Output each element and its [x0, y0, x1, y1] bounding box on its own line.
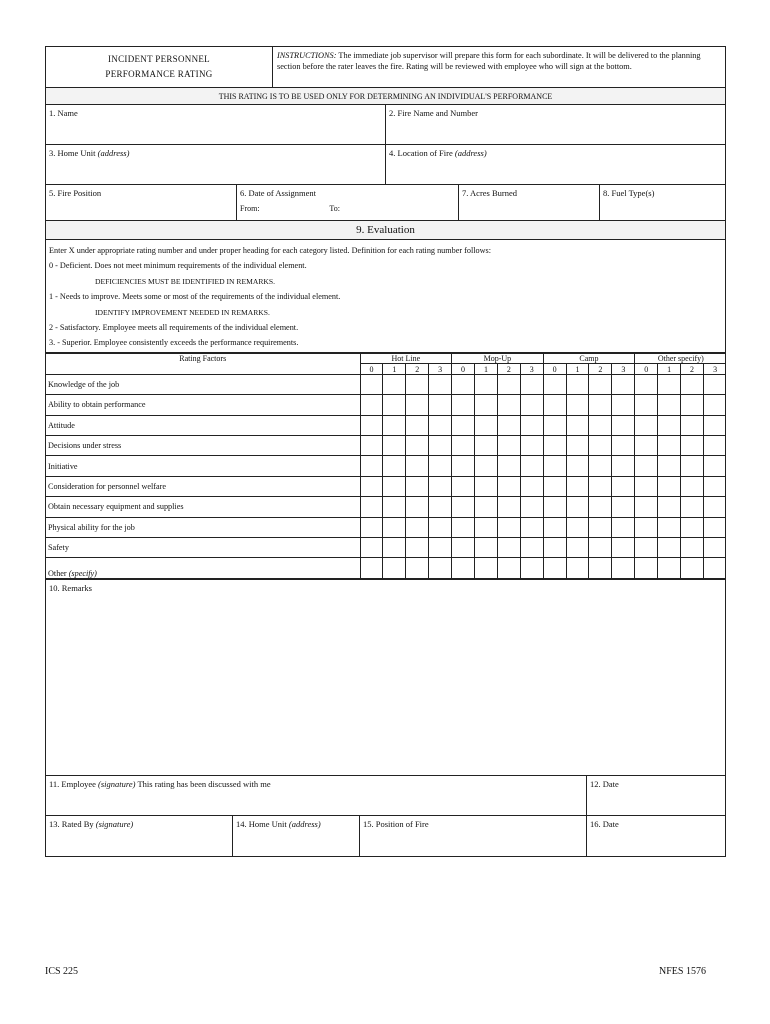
- rating-checkbox-cell[interactable]: [635, 517, 658, 537]
- rating-checkbox-cell[interactable]: [383, 476, 406, 496]
- rating-checkbox-cell[interactable]: [360, 558, 383, 578]
- fuel-label: 8. Fuel Type(s): [603, 188, 655, 198]
- rating-checkbox-cell[interactable]: [429, 497, 452, 517]
- evaluation-intro: Enter X under appropriate rating number and under proper heading for each category listed. Definition for each rating number follows:: [49, 246, 491, 255]
- rating-checkbox-cell[interactable]: [383, 395, 406, 415]
- rating-checkbox-cell[interactable]: [520, 558, 543, 578]
- rating-checkbox-cell[interactable]: [497, 374, 520, 394]
- table-row: [46, 395, 726, 415]
- rating-checkbox-cell[interactable]: [635, 374, 658, 394]
- rating-checkbox-cell[interactable]: [566, 497, 589, 517]
- rating-checkbox-cell[interactable]: [452, 558, 475, 578]
- date-16-label: 16. Date: [590, 818, 619, 829]
- rating-checkbox-cell[interactable]: [383, 497, 406, 517]
- rating-factors-header: Rating Factors: [46, 353, 360, 374]
- row-home-unit: [46, 145, 725, 185]
- form-title: [46, 47, 273, 87]
- rating-checkbox-cell[interactable]: [383, 537, 406, 557]
- rating-checkbox-cell[interactable]: [497, 436, 520, 456]
- rating-checkbox-cell[interactable]: [429, 395, 452, 415]
- rating-checkbox-cell[interactable]: [383, 517, 406, 537]
- rating-checkbox-cell[interactable]: [520, 456, 543, 476]
- rating-number-header: 0: [635, 364, 658, 375]
- rating-checkbox-cell[interactable]: [566, 436, 589, 456]
- rating-checkbox-cell[interactable]: [681, 415, 704, 435]
- group-header: Mop-Up: [452, 353, 544, 364]
- evaluation-title: 9. Evaluation: [46, 221, 725, 240]
- rating-factor-label: Safety: [46, 537, 360, 557]
- row-position: [46, 185, 725, 221]
- rating-checkbox-cell[interactable]: [703, 497, 726, 517]
- rating-checkbox-cell[interactable]: [635, 476, 658, 496]
- date-12-field[interactable]: [587, 776, 725, 815]
- rating-number-header: 3: [612, 364, 635, 375]
- rating-checkbox-cell[interactable]: [475, 436, 498, 456]
- rating-checkbox-cell[interactable]: [497, 456, 520, 476]
- rating-checkbox-cell[interactable]: [429, 374, 452, 394]
- rating-checkbox-cell[interactable]: [520, 415, 543, 435]
- employee-signature-field[interactable]: [46, 776, 587, 815]
- fire-name-field[interactable]: [386, 105, 725, 144]
- table-row: [46, 476, 726, 496]
- rating-checkbox-cell[interactable]: [452, 395, 475, 415]
- rating-checkbox-cell[interactable]: [497, 476, 520, 496]
- fire-position-field[interactable]: [46, 185, 237, 220]
- rating-definitions: [46, 240, 725, 353]
- rating-checkbox-cell[interactable]: [703, 517, 726, 537]
- rating-checkbox-cell[interactable]: [658, 395, 681, 415]
- rating-factor-label: Initiative: [46, 456, 360, 476]
- rating-checkbox-cell[interactable]: [703, 395, 726, 415]
- date-assignment-field[interactable]: [237, 185, 459, 220]
- rating-checkbox-cell[interactable]: [658, 436, 681, 456]
- rating-checkbox-cell[interactable]: [681, 517, 704, 537]
- rating-checkbox-cell[interactable]: [360, 415, 383, 435]
- rating-checkbox-cell[interactable]: [589, 517, 612, 537]
- date-range: [240, 203, 455, 214]
- usage-banner: THIS RATING IS TO BE USED ONLY FOR DETERMINING AN INDIVIDUAL'S PERFORMANCE: [46, 88, 725, 105]
- rating-factor-label: Obtain necessary equipment and supplies: [46, 497, 360, 517]
- rating-header-groups: [46, 353, 726, 364]
- rating-checkbox-cell[interactable]: [635, 537, 658, 557]
- rating-checkbox-cell[interactable]: [429, 456, 452, 476]
- rating-checkbox-cell[interactable]: [658, 476, 681, 496]
- rating-number-header: 2: [589, 364, 612, 375]
- fuel-field[interactable]: [600, 185, 725, 220]
- rating-checkbox-cell[interactable]: [566, 456, 589, 476]
- rating-checkbox-cell[interactable]: [703, 415, 726, 435]
- rating-number-header: 3: [429, 364, 452, 375]
- rating-checkbox-cell[interactable]: [612, 415, 635, 435]
- rating-checkbox-cell[interactable]: [383, 374, 406, 394]
- rating-checkbox-cell[interactable]: [406, 456, 429, 476]
- rating-checkbox-cell[interactable]: [612, 436, 635, 456]
- rating-factor-label: Knowledge of the job: [46, 374, 360, 394]
- name-label: 1. Name: [49, 108, 78, 118]
- rating-checkbox-cell[interactable]: [543, 476, 566, 496]
- table-row: [46, 415, 726, 435]
- rating-checkbox-cell[interactable]: [543, 415, 566, 435]
- rating-checkbox-cell[interactable]: [658, 558, 681, 578]
- definition-1-note: IDENTIFY IMPROVEMENT NEEDED IN REMARKS.: [95, 307, 270, 317]
- rating-checkbox-cell[interactable]: [383, 415, 406, 435]
- rating-checkbox-cell[interactable]: [497, 415, 520, 435]
- rating-factor-label: Decisions under stress: [46, 436, 360, 456]
- rated-by-field[interactable]: [46, 816, 233, 856]
- rating-checkbox-cell[interactable]: [429, 517, 452, 537]
- rating-checkbox-cell[interactable]: [681, 537, 704, 557]
- rating-checkbox-cell[interactable]: [475, 476, 498, 496]
- rating-checkbox-cell[interactable]: [452, 476, 475, 496]
- row-employee-signature: [46, 776, 725, 816]
- instructions-text: The immediate job supervisor will prepare this form for each subordinate. It will be delivered to the planning section before the rater leaves the fire. Rating will be reviewed with employee who will sign at the bottom.: [277, 51, 701, 71]
- form-id-ics: ICS 225: [45, 966, 79, 977]
- rating-checkbox-cell[interactable]: [543, 517, 566, 537]
- rating-checkbox-cell[interactable]: [589, 497, 612, 517]
- rating-checkbox-cell[interactable]: [475, 456, 498, 476]
- rating-checkbox-cell[interactable]: [520, 374, 543, 394]
- rating-table: [46, 353, 726, 579]
- rating-checkbox-cell[interactable]: [543, 558, 566, 578]
- form-id-nfes: NFES 1576: [659, 966, 706, 977]
- rating-checkbox-cell[interactable]: [703, 476, 726, 496]
- to-label: To:: [329, 204, 340, 213]
- form-title-line2: PERFORMANCE RATING: [105, 69, 213, 79]
- rating-checkbox-cell[interactable]: [635, 558, 658, 578]
- date-assignment-label: 6. Date of Assignment: [240, 188, 317, 198]
- table-row: [46, 537, 726, 557]
- definition-1: 1 - Needs to improve. Meets some or most of the requirements of the individual element.: [49, 292, 341, 302]
- rating-checkbox-cell[interactable]: [452, 436, 475, 456]
- rating-checkbox-cell[interactable]: [406, 415, 429, 435]
- employee-label: 11. Employee: [49, 778, 99, 789]
- definition-3: 3. - Superior. Employee consistently exceeds the performance requirements.: [49, 338, 299, 348]
- rating-checkbox-cell[interactable]: [429, 476, 452, 496]
- row-name: [46, 105, 725, 145]
- remarks-label: 10. Remarks: [49, 582, 92, 593]
- rating-checkbox-cell[interactable]: [497, 537, 520, 557]
- rating-checkbox-cell[interactable]: [520, 395, 543, 415]
- rating-checkbox-cell[interactable]: [566, 395, 589, 415]
- rating-factor-label: Ability to obtain performance: [46, 395, 360, 415]
- rating-number-header: 0: [452, 364, 475, 375]
- table-row: [46, 456, 726, 476]
- definition-0: 0 - Deficient. Does not meet minimum requirements of the individual element.: [49, 261, 307, 271]
- rating-checkbox-cell[interactable]: [566, 374, 589, 394]
- rating-checkbox-cell[interactable]: [475, 497, 498, 517]
- rating-checkbox-cell[interactable]: [452, 497, 475, 517]
- rating-checkbox-cell[interactable]: [383, 456, 406, 476]
- rating-factor-other[interactable]: [46, 558, 360, 578]
- definition-2: 2 - Satisfactory. Employee meets all requirements of the individual element.: [49, 323, 299, 333]
- rating-checkbox-cell[interactable]: [543, 436, 566, 456]
- rating-checkbox-cell[interactable]: [475, 395, 498, 415]
- location-address-note: (address): [454, 148, 487, 158]
- rating-checkbox-cell[interactable]: [475, 558, 498, 578]
- table-row: [46, 497, 726, 517]
- fire-position-label: 5. Fire Position: [49, 188, 102, 198]
- date-16-field[interactable]: [587, 816, 725, 856]
- rating-checkbox-cell[interactable]: [681, 456, 704, 476]
- rating-checkbox-cell[interactable]: [589, 395, 612, 415]
- rating-checkbox-cell[interactable]: [612, 558, 635, 578]
- rating-checkbox-cell[interactable]: [520, 497, 543, 517]
- rating-checkbox-cell[interactable]: [497, 395, 520, 415]
- home-unit-14-address-note: (address): [288, 818, 321, 829]
- rating-checkbox-cell[interactable]: [635, 456, 658, 476]
- acres-label: 7. Acres Burned: [462, 188, 518, 198]
- rating-checkbox-cell[interactable]: [452, 537, 475, 557]
- rating-checkbox-cell[interactable]: [360, 374, 383, 394]
- rating-factor-label: Attitude: [46, 415, 360, 435]
- rating-checkbox-cell[interactable]: [520, 537, 543, 557]
- remarks-field[interactable]: [46, 580, 725, 776]
- from-label: From:: [240, 204, 260, 213]
- rating-checkbox-cell[interactable]: [566, 537, 589, 557]
- date-12-label: 12. Date: [590, 778, 619, 789]
- home-unit-address-note: (address): [97, 148, 130, 158]
- rating-number-header: 1: [566, 364, 589, 375]
- location-field[interactable]: [386, 145, 725, 184]
- rating-checkbox-cell[interactable]: [543, 395, 566, 415]
- rating-checkbox-cell[interactable]: [475, 374, 498, 394]
- rating-checkbox-cell[interactable]: [520, 517, 543, 537]
- rating-number-header: 3: [520, 364, 543, 375]
- rating-checkbox-cell[interactable]: [658, 456, 681, 476]
- rating-checkbox-cell[interactable]: [612, 476, 635, 496]
- rating-checkbox-cell[interactable]: [589, 476, 612, 496]
- rating-checkbox-cell[interactable]: [703, 537, 726, 557]
- rating-checkbox-cell[interactable]: [406, 374, 429, 394]
- home-unit-field[interactable]: [46, 145, 386, 184]
- rating-checkbox-cell[interactable]: [543, 537, 566, 557]
- rating-checkbox-cell[interactable]: [520, 436, 543, 456]
- definition-0-note: DEFICIENCIES MUST BE IDENTIFIED IN REMARKS.: [95, 276, 276, 286]
- rating-checkbox-cell[interactable]: [360, 476, 383, 496]
- rating-checkbox-cell[interactable]: [612, 374, 635, 394]
- home-unit-14-field[interactable]: [233, 816, 360, 856]
- rating-number-header: 0: [543, 364, 566, 375]
- instructions: [273, 47, 725, 87]
- rating-checkbox-cell[interactable]: [589, 436, 612, 456]
- table-row: [46, 517, 726, 537]
- other-label: Other: [48, 568, 69, 578]
- rating-checkbox-cell[interactable]: [566, 517, 589, 537]
- rating-checkbox-cell[interactable]: [429, 558, 452, 578]
- rating-checkbox-cell[interactable]: [635, 415, 658, 435]
- rating-number-header: 2: [406, 364, 429, 375]
- rating-checkbox-cell[interactable]: [406, 517, 429, 537]
- rating-checkbox-cell[interactable]: [681, 497, 704, 517]
- group-header: Other specify): [635, 353, 727, 364]
- rating-checkbox-cell[interactable]: [406, 436, 429, 456]
- rating-checkbox-cell[interactable]: [520, 476, 543, 496]
- rating-checkbox-cell[interactable]: [429, 436, 452, 456]
- rating-checkbox-cell[interactable]: [406, 497, 429, 517]
- rating-checkbox-cell[interactable]: [406, 558, 429, 578]
- name-field[interactable]: [46, 105, 386, 144]
- rating-checkbox-cell[interactable]: [658, 415, 681, 435]
- rating-checkbox-cell[interactable]: [452, 456, 475, 476]
- fire-name-label: 2. Fire Name and Number: [389, 108, 478, 118]
- rating-checkbox-cell[interactable]: [635, 395, 658, 415]
- rating-number-header: 0: [360, 364, 383, 375]
- rating-checkbox-cell[interactable]: [612, 395, 635, 415]
- rating-checkbox-cell[interactable]: [429, 537, 452, 557]
- rating-checkbox-cell[interactable]: [589, 415, 612, 435]
- rating-checkbox-cell[interactable]: [612, 456, 635, 476]
- table-row: [46, 558, 726, 578]
- rating-checkbox-cell[interactable]: [543, 374, 566, 394]
- rating-checkbox-cell[interactable]: [589, 558, 612, 578]
- rating-number-header: 2: [681, 364, 704, 375]
- rating-checkbox-cell[interactable]: [703, 558, 726, 578]
- rating-checkbox-cell[interactable]: [452, 517, 475, 537]
- rating-checkbox-cell[interactable]: [475, 415, 498, 435]
- rating-checkbox-cell[interactable]: [681, 476, 704, 496]
- rating-checkbox-cell[interactable]: [360, 436, 383, 456]
- form-header: [46, 47, 725, 88]
- rating-checkbox-cell[interactable]: [703, 456, 726, 476]
- position-15-label: 15. Position of Fire: [363, 818, 429, 829]
- form-title-line1: INCIDENT PERSONNEL: [108, 54, 210, 64]
- rating-table-wrap: [46, 353, 725, 580]
- rating-checkbox-cell[interactable]: [406, 537, 429, 557]
- other-specify-note: (specify): [68, 568, 97, 578]
- rating-checkbox-cell[interactable]: [658, 497, 681, 517]
- group-header: Camp: [543, 353, 635, 364]
- rating-checkbox-cell[interactable]: [589, 374, 612, 394]
- rating-checkbox-cell[interactable]: [635, 497, 658, 517]
- rating-checkbox-cell[interactable]: [681, 395, 704, 415]
- home-unit-14-label: 14. Home Unit: [236, 818, 289, 829]
- rating-checkbox-cell[interactable]: [452, 374, 475, 394]
- rating-checkbox-cell[interactable]: [681, 374, 704, 394]
- location-label: 4. Location of Fire: [389, 148, 455, 158]
- rated-by-label: 13. Rated By: [49, 818, 96, 829]
- rating-checkbox-cell[interactable]: [635, 436, 658, 456]
- rating-checkbox-cell[interactable]: [497, 558, 520, 578]
- rating-checkbox-cell[interactable]: [566, 476, 589, 496]
- rating-checkbox-cell[interactable]: [543, 497, 566, 517]
- rating-checkbox-cell[interactable]: [383, 558, 406, 578]
- rating-checkbox-cell[interactable]: [612, 517, 635, 537]
- rating-checkbox-cell[interactable]: [360, 517, 383, 537]
- rating-checkbox-cell[interactable]: [703, 374, 726, 394]
- row-rater: [46, 816, 725, 856]
- rating-checkbox-cell[interactable]: [452, 415, 475, 435]
- home-unit-label: 3. Home Unit: [49, 148, 98, 158]
- rating-checkbox-cell[interactable]: [429, 415, 452, 435]
- rating-checkbox-cell[interactable]: [497, 517, 520, 537]
- rating-number-header: 3: [703, 364, 726, 375]
- rating-factor-label: Physical ability for the job: [46, 517, 360, 537]
- rating-number-header: 1: [475, 364, 498, 375]
- table-row: [46, 374, 726, 394]
- rating-checkbox-cell[interactable]: [589, 456, 612, 476]
- rating-checkbox-cell[interactable]: [360, 497, 383, 517]
- rating-checkbox-cell[interactable]: [475, 537, 498, 557]
- rating-checkbox-cell[interactable]: [360, 537, 383, 557]
- rating-checkbox-cell[interactable]: [475, 517, 498, 537]
- rating-checkbox-cell[interactable]: [360, 456, 383, 476]
- rated-by-signature-note: (signature): [95, 818, 134, 829]
- rating-checkbox-cell[interactable]: [681, 436, 704, 456]
- rating-number-header: 1: [658, 364, 681, 375]
- rating-checkbox-cell[interactable]: [383, 436, 406, 456]
- rating-checkbox-cell[interactable]: [497, 497, 520, 517]
- instructions-label: INSTRUCTIONS:: [277, 51, 337, 60]
- rating-checkbox-cell[interactable]: [703, 436, 726, 456]
- rating-checkbox-cell[interactable]: [658, 374, 681, 394]
- rating-factor-label: Consideration for personnel welfare: [46, 476, 360, 496]
- rating-checkbox-cell[interactable]: [658, 537, 681, 557]
- rating-checkbox-cell[interactable]: [406, 395, 429, 415]
- acres-field[interactable]: [459, 185, 600, 220]
- rating-checkbox-cell[interactable]: [543, 456, 566, 476]
- rating-checkbox-cell[interactable]: [406, 476, 429, 496]
- rating-checkbox-cell[interactable]: [612, 537, 635, 557]
- rating-checkbox-cell[interactable]: [566, 415, 589, 435]
- rating-checkbox-cell[interactable]: [589, 537, 612, 557]
- employee-acknowledgement: This rating has been discussed with me: [135, 778, 271, 789]
- employee-signature-note: (signature): [98, 778, 136, 789]
- rating-checkbox-cell[interactable]: [681, 558, 704, 578]
- rating-checkbox-cell[interactable]: [360, 395, 383, 415]
- rating-checkbox-cell[interactable]: [566, 558, 589, 578]
- rating-number-header: 2: [497, 364, 520, 375]
- table-row: [46, 436, 726, 456]
- performance-rating-form: [45, 46, 726, 857]
- rating-number-header: 1: [383, 364, 406, 375]
- rating-checkbox-cell[interactable]: [612, 497, 635, 517]
- position-15-field[interactable]: [360, 816, 587, 856]
- group-header: Hot Line: [360, 353, 452, 364]
- rating-checkbox-cell[interactable]: [658, 517, 681, 537]
